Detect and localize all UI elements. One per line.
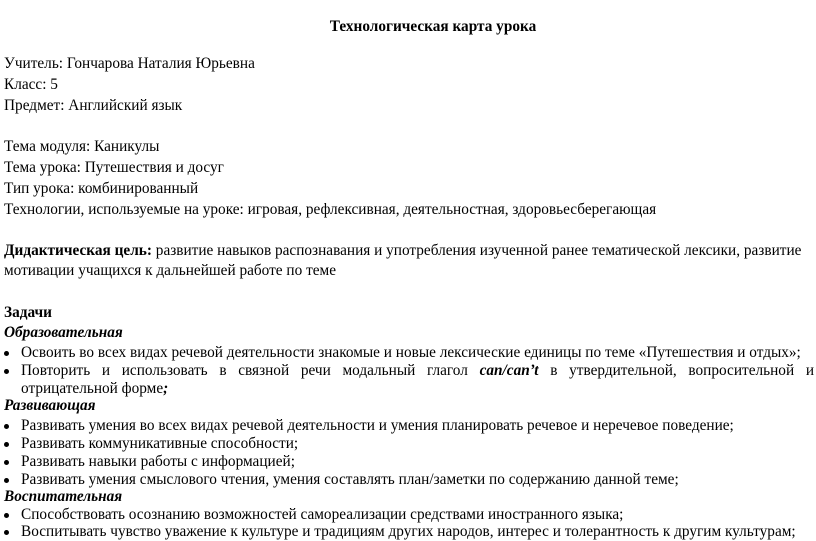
section-heading-educational: Образовательная — [4, 324, 123, 341]
section-heading-developing: Развивающая — [4, 397, 96, 414]
didactic-goal-line — [4, 242, 801, 260]
modal-verb: can/can’t — [479, 362, 539, 379]
bullet-icon — [4, 442, 9, 447]
goal-text-2: мотивации учащихся к дальнейшей работе по теме — [4, 262, 337, 279]
teacher-line: Учитель: Гончарова Наталия Юрьевна — [4, 55, 255, 72]
document-page: Технологическая карта урока Учитель: Гончарова Наталия Юрьевна Класс: 5 Предмет: Английский язык Тема модуля: Каникулы Тема урока: Путешествия и досуг Тип урока: комбинированный Технологии, используемые на уроке: игровая, рефлексивная, деятельностная, здоровьесберегающая Дидактическая цель: развитие навыков распознавания и употребления изученной ранее тематической лексики, развитие мотивации учащихся к дальнейшей работе по теме Задачи Образовательная Освоить во всех видах речевой деятельности знакомые и новые лексические единицы по теме «Путешествия и отдых»; Повторить и использовать в связной речи модальный глагол can/can’t в утвердительной, вопросительной и отрицательной форме; Развивающая Развивать умения во всех видах речевой деятельности и умения планировать речевое и неречевое поведение; Развивать коммуникативные способности; Развивать навыки работы с информацией; Развивать умения смыслового чтения, умения составлять план/заметки по содержанию данной теме; Воспитательная Способствовать осознанию возможностей самореализации средствами иностранного языка; Воспитывать чувство уважение к культуре и традициям других народов, интерес и толерантность к другим культурам; — [0, 0, 816, 539]
bullet-icon — [4, 369, 9, 374]
goal-label: Дидактическая цель: — [4, 242, 152, 259]
goal-text-1: развитие навыков распознавания и употребления изученной ранее тематической лексики, развитие — [151, 242, 802, 259]
modal-verb-line-2: отрицательной форме; — [21, 380, 169, 397]
subject-line: Предмет: Английский язык — [4, 97, 183, 114]
bullet-icon — [4, 513, 9, 518]
bullet-icon — [4, 424, 9, 429]
bullet-icon — [4, 478, 9, 483]
class-line: Класс: 5 — [4, 76, 58, 93]
modal-verb-line-1: Повторить и использовать в связной речи модальный глагол can/can’t в утвердительной, вопросительной и — [21, 362, 815, 379]
lesson-topic-line: Тема урока: Путешествия и досуг — [4, 159, 224, 176]
lesson-type-line: Тип урока: комбинированный — [4, 180, 199, 197]
bullet-icon — [4, 530, 9, 535]
section-heading-upbringing: Воспитательная — [4, 488, 123, 505]
bullet-icon — [4, 460, 9, 465]
module-topic-line: Тема модуля: Каникулы — [4, 138, 160, 155]
list-item — [4, 362, 814, 398]
bullet-icon — [4, 351, 9, 356]
tasks-heading: Задачи — [4, 304, 52, 321]
technologies-line: Технологии, используемые на уроке: игровая, рефлексивная, деятельностная, здоровьесберегающая — [4, 201, 657, 218]
document-title: Технологическая карта урока — [329, 18, 537, 35]
